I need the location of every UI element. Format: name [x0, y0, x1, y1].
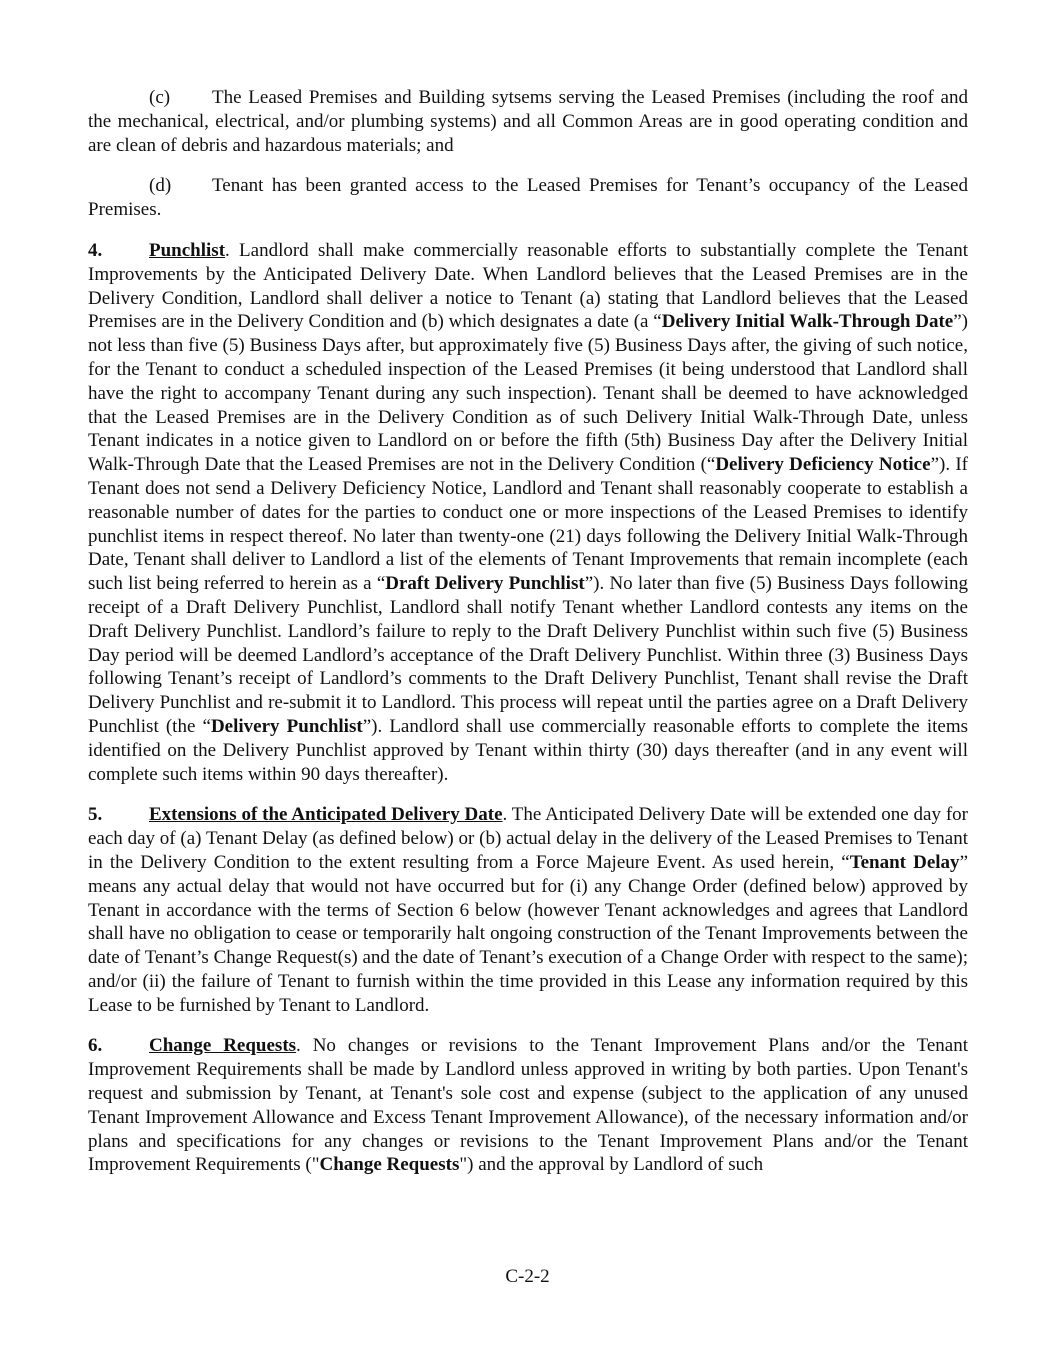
clause-d-label: (d)	[149, 175, 172, 197]
section-5-text-2: ” means any actual delay that would not have occurred but for (i) any Change Order (defined below) approved by Tenant in accordance with the terms of Section 6 below (however Tenant acknowledges and agrees that Landlord shall have no obligation to cease or temporarily halt ongoing construction of the Tenant Improvements between the date of Tenant’s Change Request(s) and the date of Tenant’s execution of a Change Order with respect to the same); and/or (ii) the failure of Tenant to furnish within the time provided in this Lease any information required by this Lease to be furnished by Tenant to Landlord.	[88, 851, 968, 1016]
section-4-punchlist	[88, 239, 968, 786]
section-6-change-requests	[88, 1034, 968, 1177]
section-5-heading: Extensions of the Anticipated Delivery Date	[149, 804, 503, 826]
section-5-number: 5.	[88, 804, 103, 826]
section-6-number: 6.	[88, 1035, 103, 1057]
page-number: C-2-2	[505, 1266, 550, 1287]
clause-c-text: The Leased Premises and Building sytsems serving the Leased Premises (including the roof and the mechanical, electrical, and/or plumbing systems) and all Common Areas are in good operating condition and are clean of debris and hazardous materials; and	[88, 87, 968, 156]
clause-c-label: (c)	[149, 87, 171, 108]
term-delivery-punchlist: Delivery Punchlist	[210, 715, 363, 737]
section-4-text-2: ”) not less than five (5) Business Days after, but approximately five (5) Business Days after, the giving of such notice, for the Tenant to conduct a scheduled inspection of the Leased Premises (it being understood that Landlord shall have the right to accompany Tenant during any such inspection). Tenant shall be deemed to have acknowledged that the Leased Premises are in the Delivery Condition as of such Delivery Initial Walk-Through Date, unless Tenant indicates in a notice given to Landlord on or before the fifth (5th) Business Day after the Delivery Initial Walk-Through Date that the Leased Premises are not in the Delivery Condition (“	[88, 311, 968, 476]
clause-d-text: Tenant has been granted access to the Leased Premises for Tenant’s occupancy of the Leased Premises.	[88, 175, 968, 221]
term-tenant-delay: Tenant Delay	[849, 851, 960, 873]
section-6-text-2: ") and the approval by Landlord of such	[459, 1154, 764, 1176]
term-delivery-deficiency-notice: Delivery Deficiency Notice	[715, 454, 931, 476]
term-change-requests: Change Requests	[319, 1154, 460, 1176]
section-6-text-1: . No changes or revisions to the Tenant Improvement Plans and/or the Tenant Improvement Requirements shall be made by Landlord unless approved in writing by both parties. Upon Tenant's request and submission by Tenant, at Tenant's sole cost and expense (subject to the application of any unused Tenant Improvement Allowance and Excess Tenant Improvement Allowance), of the necessary information and/or plans and specifications for any changes or revisions to the Tenant Improvement Plans and/or the Tenant Improvement Requirements ("	[88, 1035, 969, 1176]
section-4-text-1: . Landlord shall make commercially reasonable efforts to substantially complete the Tenant Improvements by the Anticipated Delivery Date. When Landlord believes that the Leased Premises are in the Delivery Condition, Landlord shall deliver a notice to Tenant (a) stating that Landlord believes that the Leased Premises are in the Delivery Condition and (b) which designates a date (a “	[88, 239, 968, 333]
section-4-text-4: ”). No later than five (5) Business Days following receipt of a Draft Delivery Punchlist, Landlord shall notify Tenant whether Landlord contests any items on the Draft Delivery Punchlist. Landlord’s failure to reply to the Draft Delivery Punchlist within such five (5) Business Day period will be deemed Landlord’s acceptance of the Draft Delivery Punchlist. Within three (3) Business Days following Tenant’s receipt of Landlord’s comments to the Draft Delivery Punchlist, Tenant shall revise the Draft Delivery Punchlist and re-submit it to Landlord. This process will repeat until the parties agree on a Draft Delivery Punchlist (the “	[88, 573, 969, 737]
section-5-text-1: . The Anticipated Delivery Date will be extended one day for each day of (a) Tenant Delay (as defined below) or (b) actual delay in the delivery of the Leased Premises to Tenant in the Delivery Condition to the extent resulting from a Force Majeure Event. As used herein, “	[88, 804, 968, 873]
section-4-number: 4.	[88, 239, 103, 261]
clause-c	[88, 86, 968, 157]
section-5-extensions	[88, 803, 968, 1017]
section-4-text-5: ”). Landlord shall use commercially reasonable efforts to complete the items identified on the Delivery Punchlist approved by Tenant within thirty (30) days thereafter (and in any event will complete such items within 90 days thereafter).	[88, 715, 969, 785]
clause-d	[88, 174, 968, 222]
section-4-text-3: ”). If Tenant does not send a Delivery Deficiency Notice, Landlord and Tenant shall reasonably cooperate to establish a reasonable number of dates for the parties to conduct one or more inspections of the Leased Premises to identify punchlist items in respect thereof. No later than twenty-one (21) days following the Delivery Initial Walk-Through Date, Tenant shall deliver to Landlord a list of the elements of Tenant Improvements that remain incomplete (each such list being referred to herein as a “	[88, 454, 968, 595]
term-draft-delivery-punchlist: Draft Delivery Punchlist	[385, 573, 585, 595]
term-delivery-initial-walk-through-date: Delivery Initial Walk-Through Date	[661, 311, 954, 333]
section-4-heading: Punchlist	[149, 239, 226, 261]
section-6-heading: Change Requests	[149, 1035, 297, 1057]
